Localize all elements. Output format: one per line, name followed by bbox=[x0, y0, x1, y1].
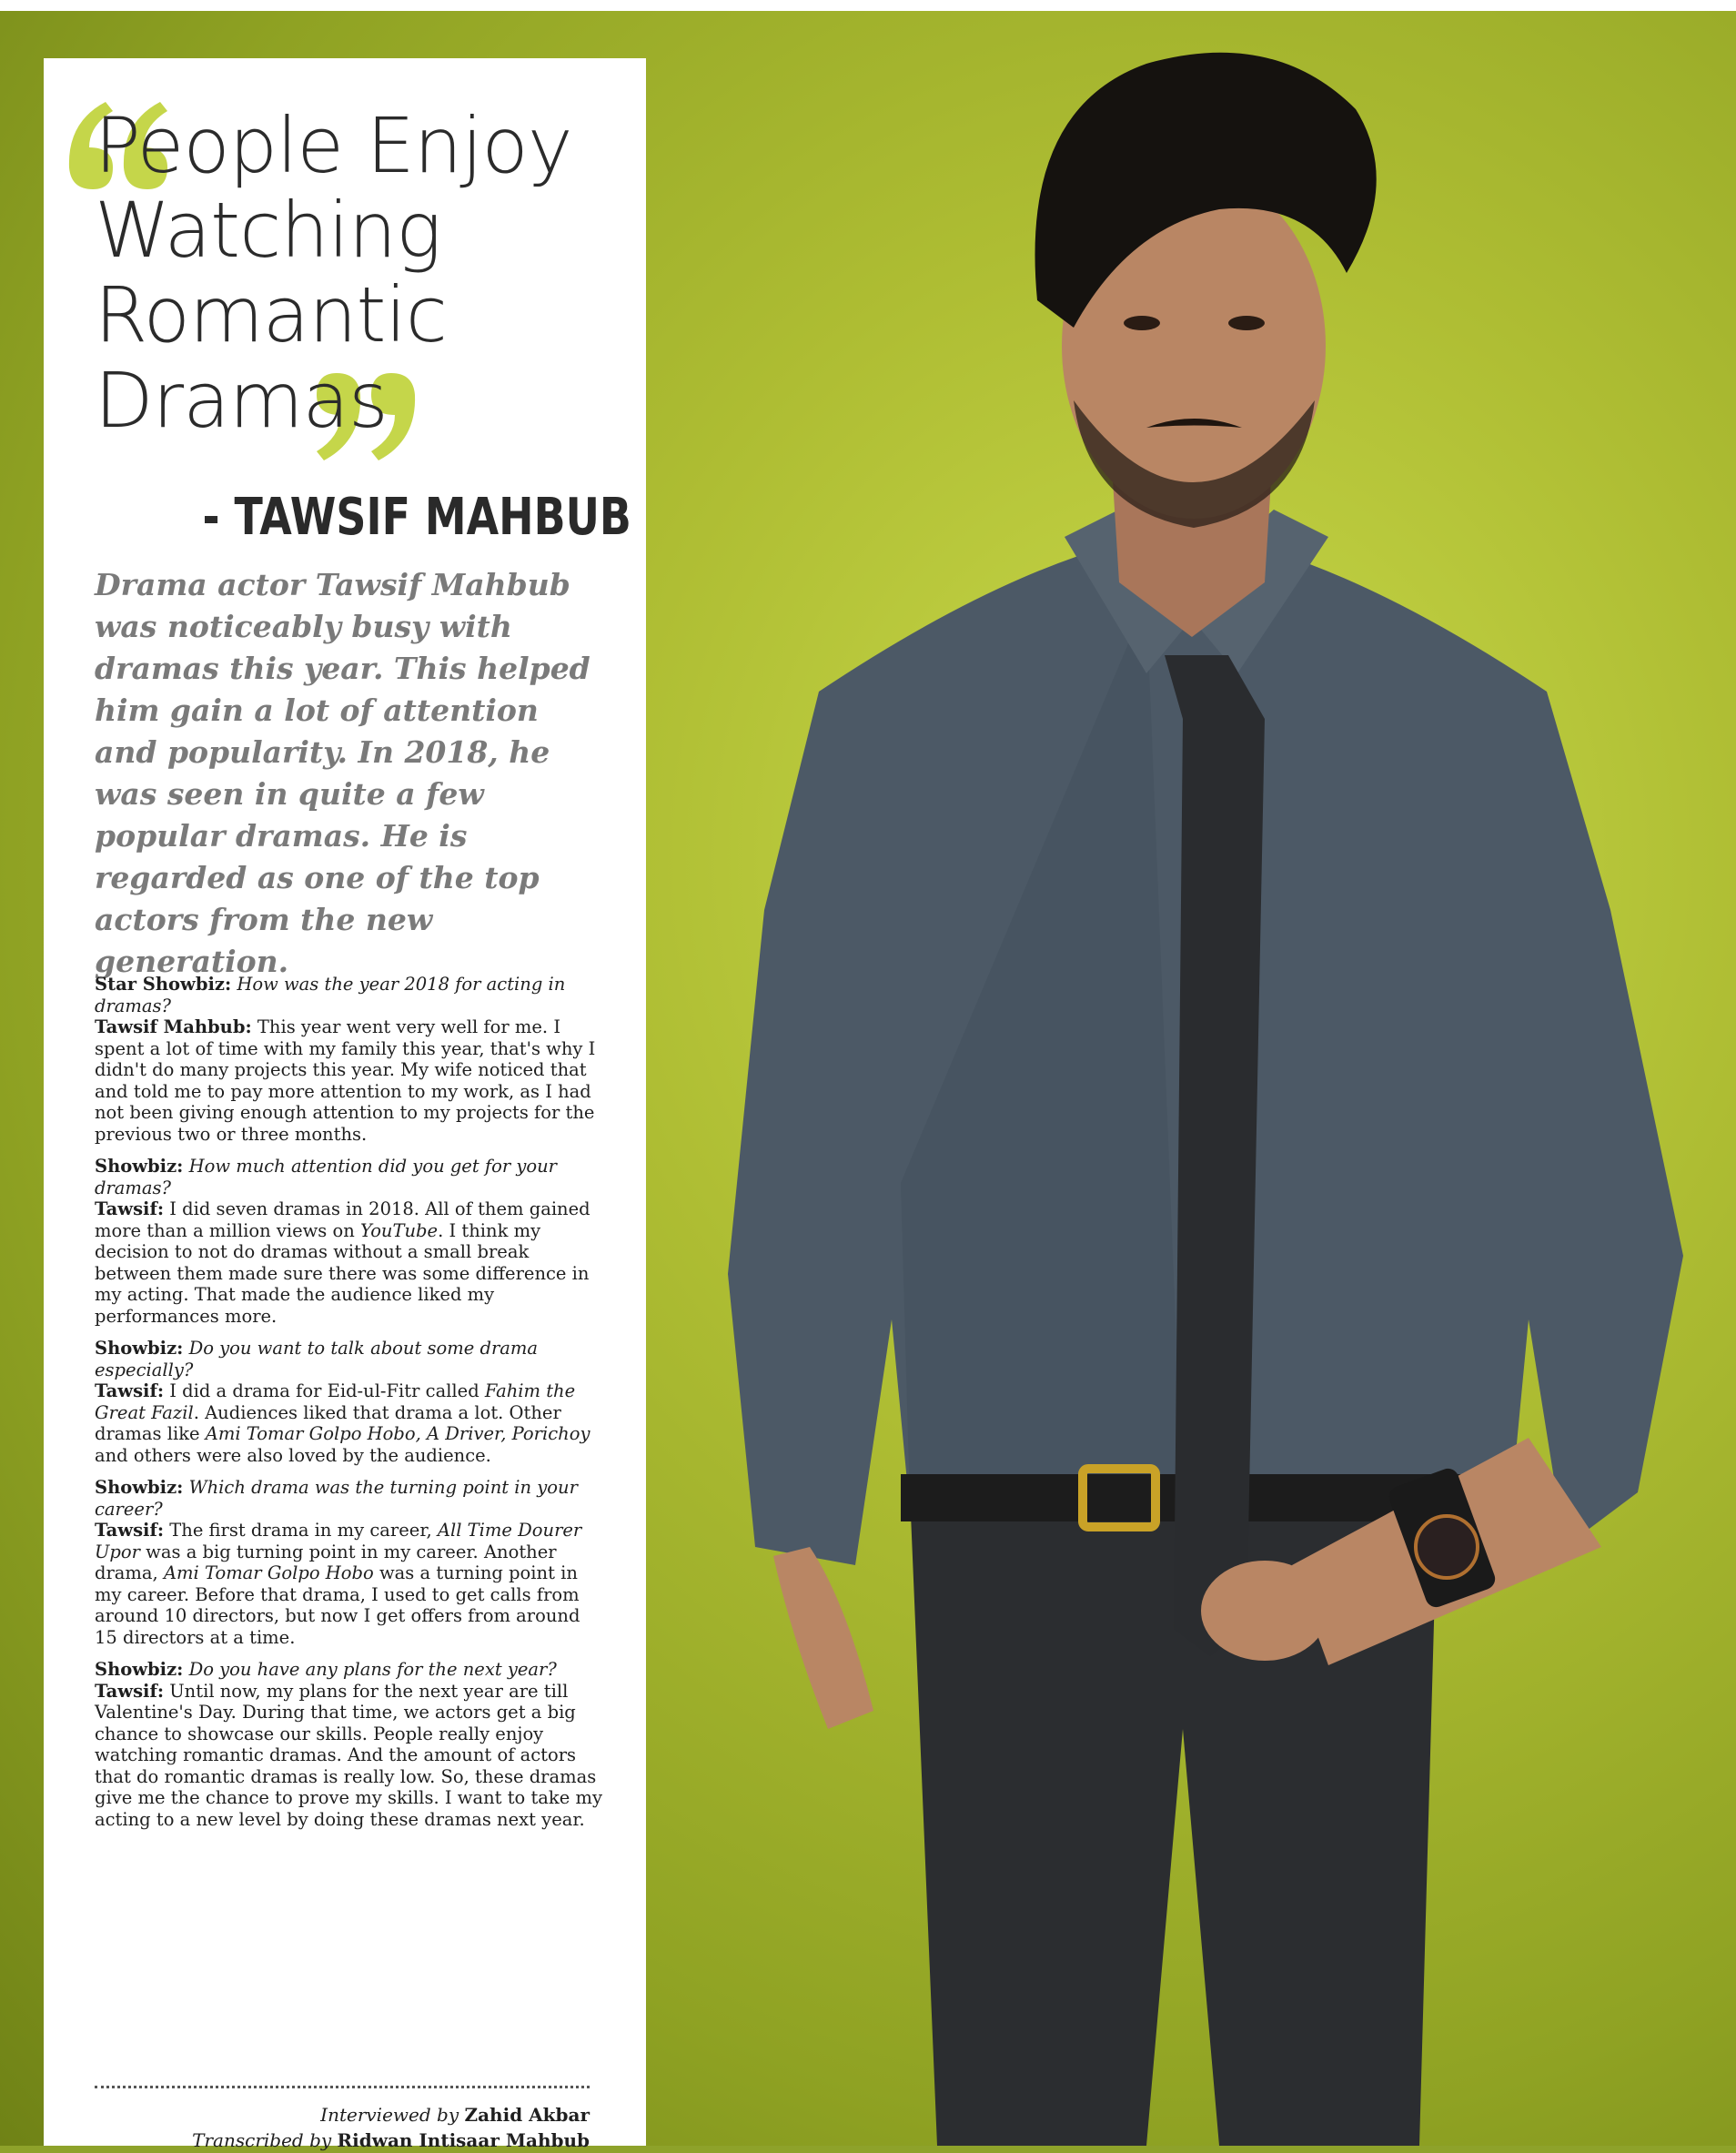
answer-text: . I think my decision to not do dramas without a small break between them made sure there was some difference in my acting. That made the audience liked my performances more. bbox=[95, 1219, 590, 1327]
answer-speaker: Tawsif: bbox=[95, 1198, 165, 1219]
question-speaker: Showbiz: bbox=[95, 1156, 184, 1177]
answer-text: and others were also loved by the audience. bbox=[95, 1444, 491, 1466]
qa-block bbox=[95, 1659, 604, 1830]
right-eye bbox=[1228, 316, 1265, 330]
question-speaker: Showbiz: bbox=[95, 1477, 184, 1498]
actor-portrait-photo bbox=[637, 0, 1736, 2146]
question-text: Do you have any plans for the next year? bbox=[188, 1659, 557, 1680]
answer-text: Until now, my plans for the next year are till Valentine's Day. During that time, we actors get a big chance to showcase our skills. People really enjoy watching romantic dramas. And the amount of actors that do romantic dramas is really low. So, these dramas give me the chance to prove my skills. I want to take my acting to a new level by doing these dramas next year. bbox=[95, 1680, 602, 1830]
answer-speaker: Tawsif Mahbub: bbox=[95, 1016, 252, 1037]
headline-line: Dramas bbox=[95, 355, 388, 445]
answer-text: was a turning point in my career. Before that drama, I used to get calls from around 10 directors, but now I get offers from around 15 directors at a time. bbox=[95, 1562, 580, 1648]
question-text: How was the year 2018 for acting in dramas? bbox=[95, 974, 566, 1016]
intro-paragraph: Drama actor Tawsif Mahbub was noticeably busy with dramas this year. This helped him gain a lot of attention and popularity. In 2018, he was seen in quite a few popular dramas. He is regarded as one of the top actors from the new generation. bbox=[95, 567, 590, 979]
answer-speaker: Tawsif: bbox=[95, 1680, 165, 1702]
question-speaker: Showbiz: bbox=[95, 1338, 184, 1359]
answer-text: This year went very well for me. I spent a lot of time with my family this year, that's why I didn't do many projects this year. My wife noticed that and told me to pay more attention to my work, as I had not been giving enough attention to my projects for the previous two or three months. bbox=[95, 1016, 596, 1145]
answer-speaker: Tawsif: bbox=[95, 1380, 165, 1401]
qa-block bbox=[95, 1156, 604, 1327]
byline: - TAWSIF MAHBUB bbox=[202, 488, 631, 547]
answer-text: The first drama in my career, bbox=[169, 1520, 438, 1541]
headline-line: Romantic bbox=[95, 270, 447, 360]
credit-name: Ridwan Intisaar Mahbub bbox=[337, 2129, 590, 2151]
answer-text: I did a drama for Eid-ul-Fitr called bbox=[169, 1380, 485, 1401]
question-text: Do you want to talk about some drama especially? bbox=[95, 1338, 539, 1380]
question-speaker: Showbiz: bbox=[95, 1659, 184, 1680]
qa-block bbox=[95, 1477, 604, 1648]
qa-block bbox=[95, 1338, 604, 1466]
credit-role: Transcribed by bbox=[192, 2129, 332, 2151]
drama-title: Fahim the Great Fazil bbox=[95, 1380, 576, 1423]
headline bbox=[95, 101, 641, 445]
credit-interviewer bbox=[192, 2102, 590, 2128]
qa-block bbox=[95, 974, 604, 1145]
drama-title: All Time Dourer Upor bbox=[95, 1520, 582, 1562]
dotted-divider bbox=[95, 2086, 590, 2088]
credit-role: Interviewed by bbox=[320, 2104, 459, 2126]
answer-text: was a big turning point in my career. Another drama, bbox=[95, 1541, 557, 1583]
left-eye bbox=[1124, 316, 1160, 330]
answer-speaker: Tawsif: bbox=[95, 1520, 165, 1541]
headline-line: People Enjoy bbox=[95, 101, 572, 190]
answer-text: I did seven dramas in 2018. All of them gained more than a million views on bbox=[95, 1198, 590, 1241]
question-text: Which drama was the turning point in your career? bbox=[95, 1477, 578, 1520]
drama-title: YouTube bbox=[360, 1219, 439, 1241]
drama-title: Ami Tomar Golpo Hobo bbox=[163, 1562, 374, 1583]
article-text-panel bbox=[44, 58, 646, 2151]
credit-name: Zahid Akbar bbox=[464, 2104, 590, 2126]
question-text: How much attention did you get for your dramas? bbox=[95, 1156, 557, 1198]
drama-title: Ami Tomar Golpo Hobo, A Driver, Porichoy bbox=[205, 1423, 590, 1444]
interview-body bbox=[95, 974, 604, 1841]
headline-line: Watching bbox=[95, 186, 441, 276]
answer-text: . Audiences liked that drama a lot. Other dramas like bbox=[95, 1401, 561, 1444]
credit-transcriber bbox=[192, 2128, 590, 2153]
left-hand bbox=[773, 1547, 873, 1729]
question-speaker: Star Showbiz: bbox=[95, 974, 232, 995]
